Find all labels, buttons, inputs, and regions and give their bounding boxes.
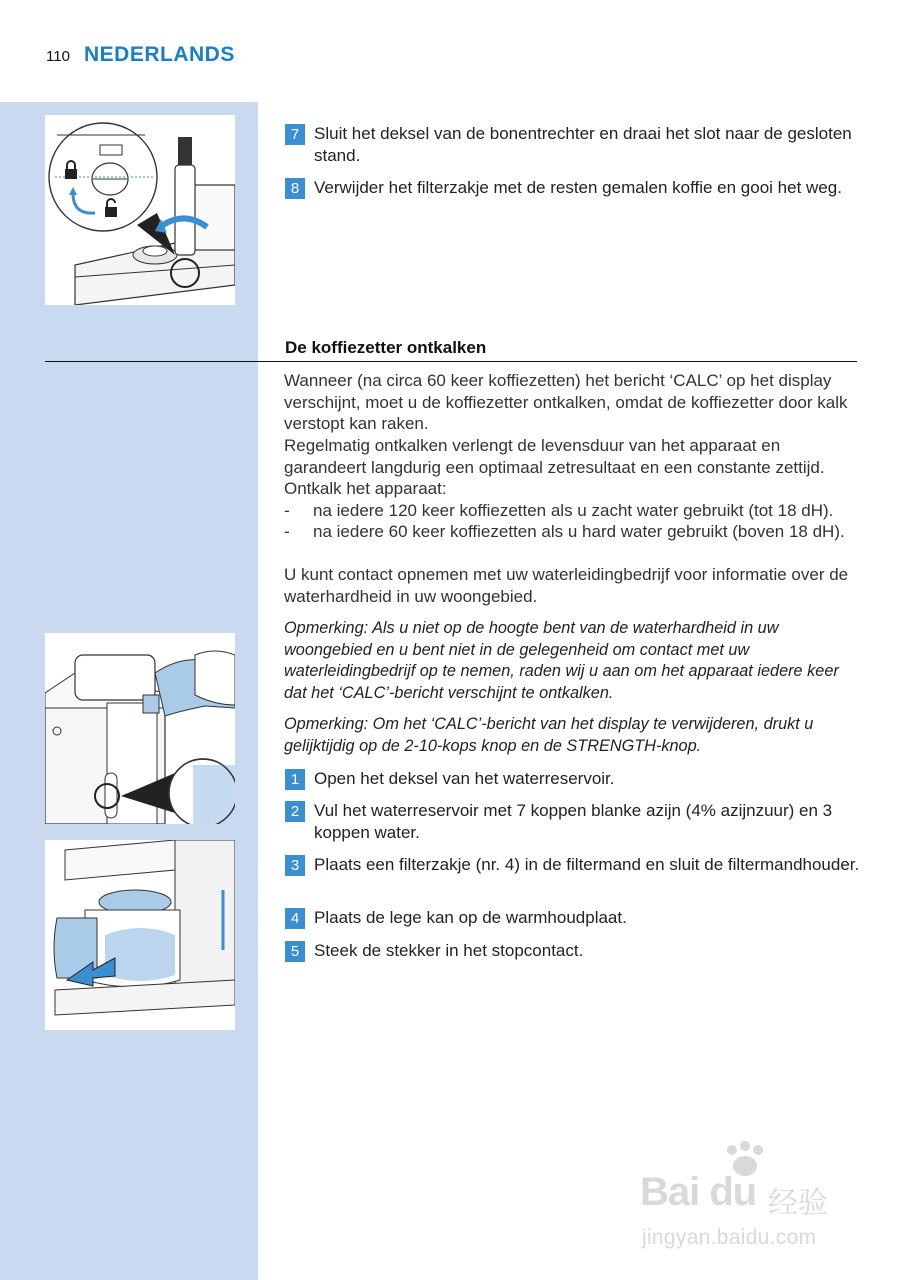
watermark-url: jingyan.baidu.com [642,1226,817,1249]
bullet-item [284,521,859,565]
baidu-watermark [640,1140,860,1265]
illustration-place-jug [45,840,235,1030]
illustration-hopper-lock [45,115,235,305]
step-number-badge: 3 [285,855,305,876]
step-text: Open het deksel van het waterreservoir. [314,769,615,788]
page-number: 110 [46,48,70,65]
step-text: Steek de stekker in het stopcontact. [314,941,584,960]
step-number-badge: 8 [285,178,305,199]
step-number-badge: 4 [285,908,305,929]
step-number-badge: 7 [285,124,305,145]
step-number-badge: 1 [285,769,305,790]
page-language-heading: NEDERLANDS [84,43,235,66]
step-text: Vul het waterreservoir met 7 koppen blanke azijn (4% azijnzuur) en 3 koppen water. [314,801,833,842]
step-3 [285,854,860,876]
bullet-item [284,500,859,522]
step-number-badge: 2 [285,801,305,822]
step-text: Plaats een filterzakje (nr. 4) in de filtermand en sluit de filtermandhouder. [314,855,860,874]
step-text: Sluit het deksel van de bonentrechter en draai het slot naar de gesloten stand. [314,124,852,165]
bullet-text: na iedere 60 keer koffiezetten als u hard water gebruikt (boven 18 dH). [313,522,845,541]
step-number-badge: 5 [285,941,305,962]
step-4 [285,907,860,929]
step-7 [285,123,860,167]
note-remove-calc: Opmerking: Om het ‘CALC’-bericht van het display te verwijderen, drukt u gelijktijdig op de 2-10-kops knop en de STRENGTH-knop. [284,715,814,755]
step-1 [285,768,860,790]
regular-descaling-paragraph: Regelmatig ontkalken verlengt de levensduur van het apparaat en garandeert langdurig een optimaal zetresultaat en een constante zettijd. [284,436,825,477]
step-text: Verwijder het filterzakje met de resten gemalen koffie en gooi het weg. [314,178,842,197]
bullet-text: na iedere 120 keer koffiezetten als u zacht water gebruikt (tot 18 dH). [313,501,834,520]
step-5 [285,940,860,962]
watermark-chinese: 经验 [768,1187,828,1220]
step-2 [285,800,860,844]
bullet-dash: - [284,522,290,541]
section-title: De koffiezetter ontkalken [285,338,487,357]
descale-lead: Ontkalk het apparaat: [284,479,447,498]
step-8 [285,177,860,199]
note-water-hardness: Opmerking: Als u niet op de hoogte bent van de waterhardheid in uw woongebied en u bent niet in de gelegenheid om contact met uw waterleidingbedrijf op te nemen, raden wij u aan om het apparaat iedere keer dat het ‘CALC’-bericht verschijnt te ontkalken. [284,619,839,702]
illustration-fill-reservoir [45,633,235,824]
contact-paragraph: U kunt contact opnemen met uw waterleidingbedrijf voor informatie over de waterhardheid in uw woongebied. [284,565,849,606]
watermark-logo: Bai du [640,1170,757,1214]
bullet-dash: - [284,501,290,520]
intro-paragraph: Wanneer (na circa 60 keer koffiezetten) het bericht ‘CALC’ op het display verschijnt, moet u de koffiezetter ontkalken, omdat de koffiezetter door kalk verstopt kan raken. [284,371,848,434]
section-divider [45,361,857,362]
step-text: Plaats de lege kan op de warmhoudplaat. [314,908,627,927]
